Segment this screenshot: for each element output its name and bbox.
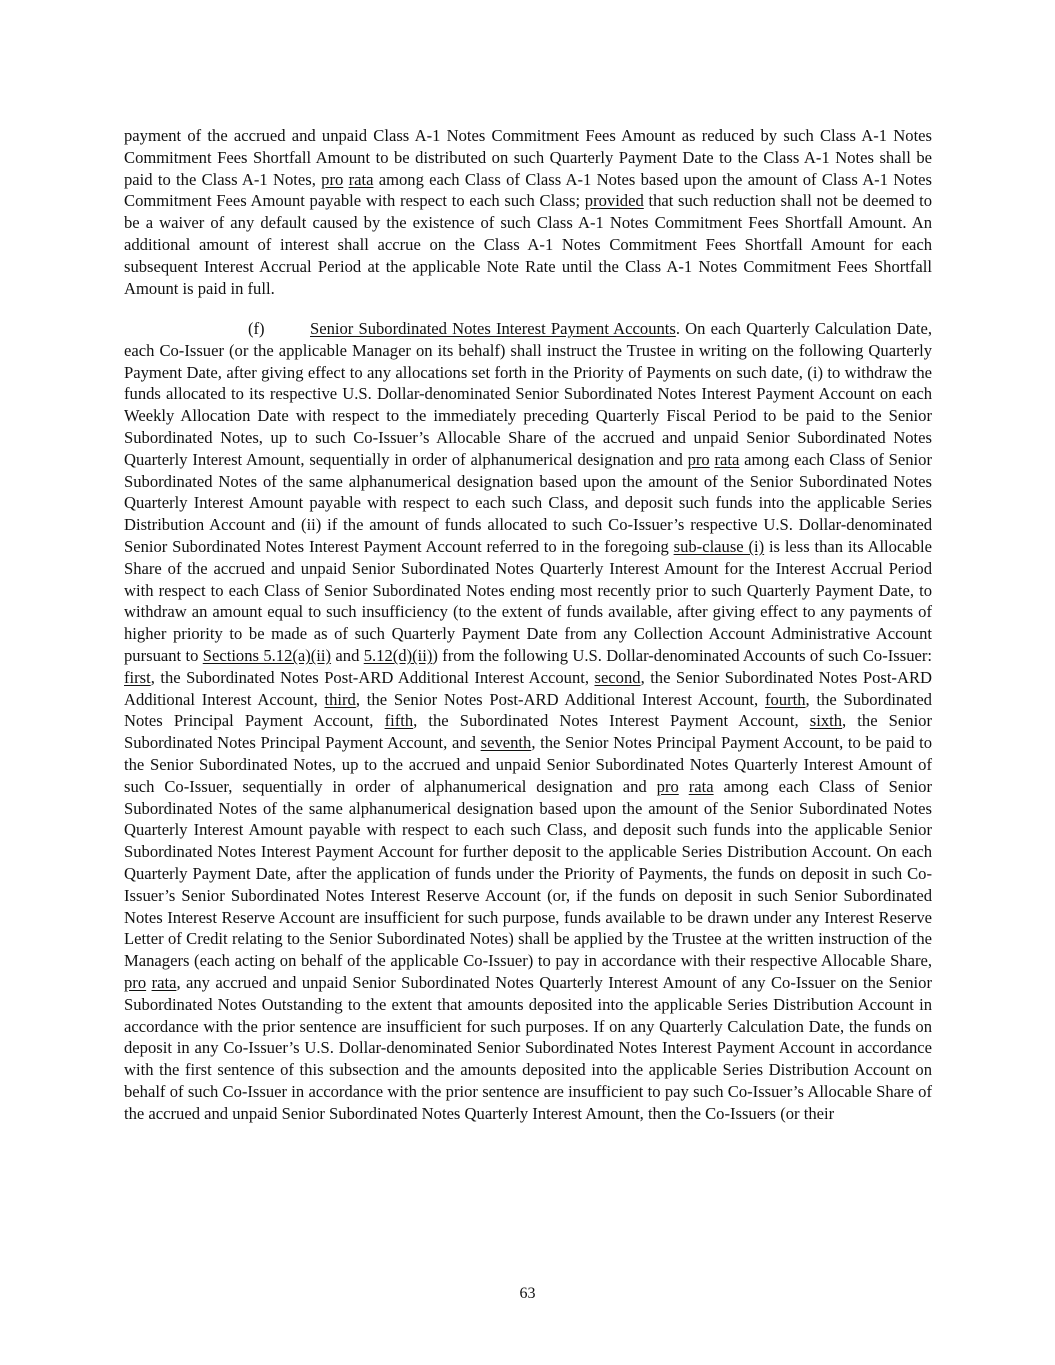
underlined-ordinal: fifth <box>384 711 414 731</box>
underlined-term-provided: provided <box>584 191 644 211</box>
underlined-term-rata: rata <box>151 972 177 992</box>
underlined-term-pro: pro <box>124 972 147 992</box>
section-heading: Senior Subordinated Notes Interest Payment Accounts <box>310 319 676 338</box>
text-run: among each Class of Class A-1 Notes based upon the amount of Class A-1 Notes Commitment Fees Amount payable with respect to each such Class; <box>124 169 932 211</box>
text-run: , the Subordinated Notes Interest Payment Account, <box>413 711 810 731</box>
text-run: is less than its Allocable Share of the accrued and unpaid Senior Subordinated Notes Quarterly Interest Amount for the Interest Accrual Period with respect to each Class of Senior Subordinated Notes ending most recently prior to such Quarterly Payment Date, to withdraw an amount equal to such insufficiency (to the extent of funds available, after giving effect to any payments of higher priority to be made as of such Quarterly Payment Date from any Collection Account Administrative Account pursuant to <box>124 536 932 665</box>
underlined-cross-reference: Sections 5.12(a)(ii) <box>202 645 332 665</box>
text-run: that such reduction shall not be deemed to be a waiver of any default caused by the existence of such Class A-1 Notes Commitment Fees Shortfall Amount. An additional amount of interest shall accrue on the Class A-1 Notes Commitment Fees Shortfall Amount for each subsequent Interest Accrual Period at the applicable Note Rate until the Class A-1 Notes Commitment Fees Shortfall Amount is paid in full. <box>124 191 932 298</box>
underlined-ordinal: second <box>594 667 641 687</box>
text-run: , the Senior Notes Post-ARD Additional Interest Account, <box>355 689 765 709</box>
text-run: , the Senior Subordinated Notes Principal Payment Account, and <box>124 711 932 753</box>
underlined-term-rata: rata <box>714 449 740 469</box>
text-run: among each Class of Senior Subordinated Notes of the same alphanumerical designation based upon the amount of the Senior Subordinated Notes Quarterly Interest Amount payable with respect to each such Class, and deposit such funds into the applicable Senior Subordinated Notes Interest Payment Account for further deposit to the applicable Series Distribution Account. On each Quarterly Payment Date, after the application of funds under the Priority of Payments, the funds on deposit in such Co-Issuer’s Senior Subordinated Notes Interest Reserve Account (or, if the funds on deposit in such Senior Subordinated Notes Interest Reserve Account are insufficient for such purpose, funds available to be drawn under any Interest Reserve Letter of Credit relating to the Senior Subordinated Notes) shall be applied by the Trustee at the written instruction of the Managers (each acting on behalf of the applicable Co-Issuer) to pay in accordance with their respective Allocable Share, <box>124 776 933 971</box>
underlined-term-pro: pro <box>687 449 710 469</box>
underlined-term-pro: pro <box>321 169 344 189</box>
underlined-ordinal: fourth <box>764 689 806 709</box>
section-label: (f) <box>248 319 265 338</box>
page-number: 63 <box>519 1285 536 1302</box>
underlined-term-pro: pro <box>656 776 679 796</box>
text-run: , the Senior Subordinated Notes Post-ARD Additional Interest Account, <box>124 667 932 709</box>
text-run: , the Subordinated Notes Principal Payment Account, <box>124 689 932 731</box>
text-run: , the Subordinated Notes Post-ARD Additional Interest Account, <box>150 667 595 687</box>
text-run: , the Senior Notes Principal Payment Account, to be paid to the Senior Subordinated Notes, up to the accrued and unpaid Senior Subordinated Notes Quarterly Interest Amount of such Co-Issuer, sequentially in order of alphanumerical designation and <box>124 733 932 796</box>
underlined-term-rata: rata <box>348 169 374 189</box>
underlined-ordinal: seventh <box>480 733 532 753</box>
underlined-term-rata: rata <box>688 776 714 796</box>
underlined-ordinal: third <box>324 689 356 709</box>
text-run: ) from the following U.S. Dollar-denominated Accounts of such Co-Issuer: <box>432 645 932 665</box>
text-run: payment of the accrued and unpaid Class A-1 Notes Commitment Fees Amount as reduced by such Class A-1 Notes Commitment Fees Shortfall Amount to be distributed on such Quarterly Payment Date to the Class A-1 Notes shall be paid to the Class A-1 Notes, <box>124 126 932 189</box>
underlined-cross-reference: 5.12(d)(ii) <box>363 645 433 665</box>
underlined-ordinal: sixth <box>809 711 843 731</box>
underlined-ordinal: first <box>124 667 151 687</box>
text-run <box>679 777 689 796</box>
text-run: , any accrued and unpaid Senior Subordinated Notes Quarterly Interest Amount of any Co-Issuer on the Senior Subordinated Notes Outstanding to the extent that amounts deposited into the applicable Series Distribution Account in accordance with the prior sentence are insufficient for such purposes. If on any Quarterly Calculation Date, the funds on deposit in any Co-Issuer’s U.S. Dollar-denominated Senior Subordinated Notes Interest Payment Account in accordance with the first sentence of this subsection and the amounts deposited into the applicable Series Distribution Account on behalf of such Co-Issuer in accordance with the prior sentence are insufficient to pay such Co-Issuer’s Allocable Share of the accrued and unpaid Senior Subordinated Notes Quarterly Interest Amount, then the Co-Issuers (or their <box>124 972 932 1123</box>
paragraph-section-f <box>124 318 932 1124</box>
text-run: . On each Quarterly Calculation Date, each Co-Issuer (or the applicable Manager on its behalf) shall instruct the Trustee in writing on the following Quarterly Payment Date, after giving effect to any allocations set forth in the Priority of Payments on such date, (i) to withdraw the funds allocated to its respective U.S. Dollar-denominated Senior Subordinated Notes Interest Payment Account on each Weekly Allocation Date with respect to the immediately preceding Quarterly Fiscal Period to be paid to the Senior Subordinated Notes, up to such Co-Issuer’s Allocable Share of the accrued and unpaid Senior Subordinated Notes Quarterly Interest Amount, sequentially in order of alphanumerical designation and <box>124 319 932 469</box>
text-run: and <box>331 645 364 665</box>
paragraph-continuation <box>124 125 932 299</box>
text-run: among each Class of Senior Subordinated Notes of the same alphanumerical designation based upon the amount of the Senior Subordinated Notes Quarterly Interest Amount payable with respect to each such Class, and deposit such funds into the applicable Series Distribution Account and (ii) if the amount of funds allocated to such Co-Issuer’s respective U.S. Dollar-denominated Senior Subordinated Notes Interest Payment Account referred to in the foregoing <box>124 449 932 556</box>
underlined-cross-reference: sub-clause (i) <box>673 536 765 556</box>
